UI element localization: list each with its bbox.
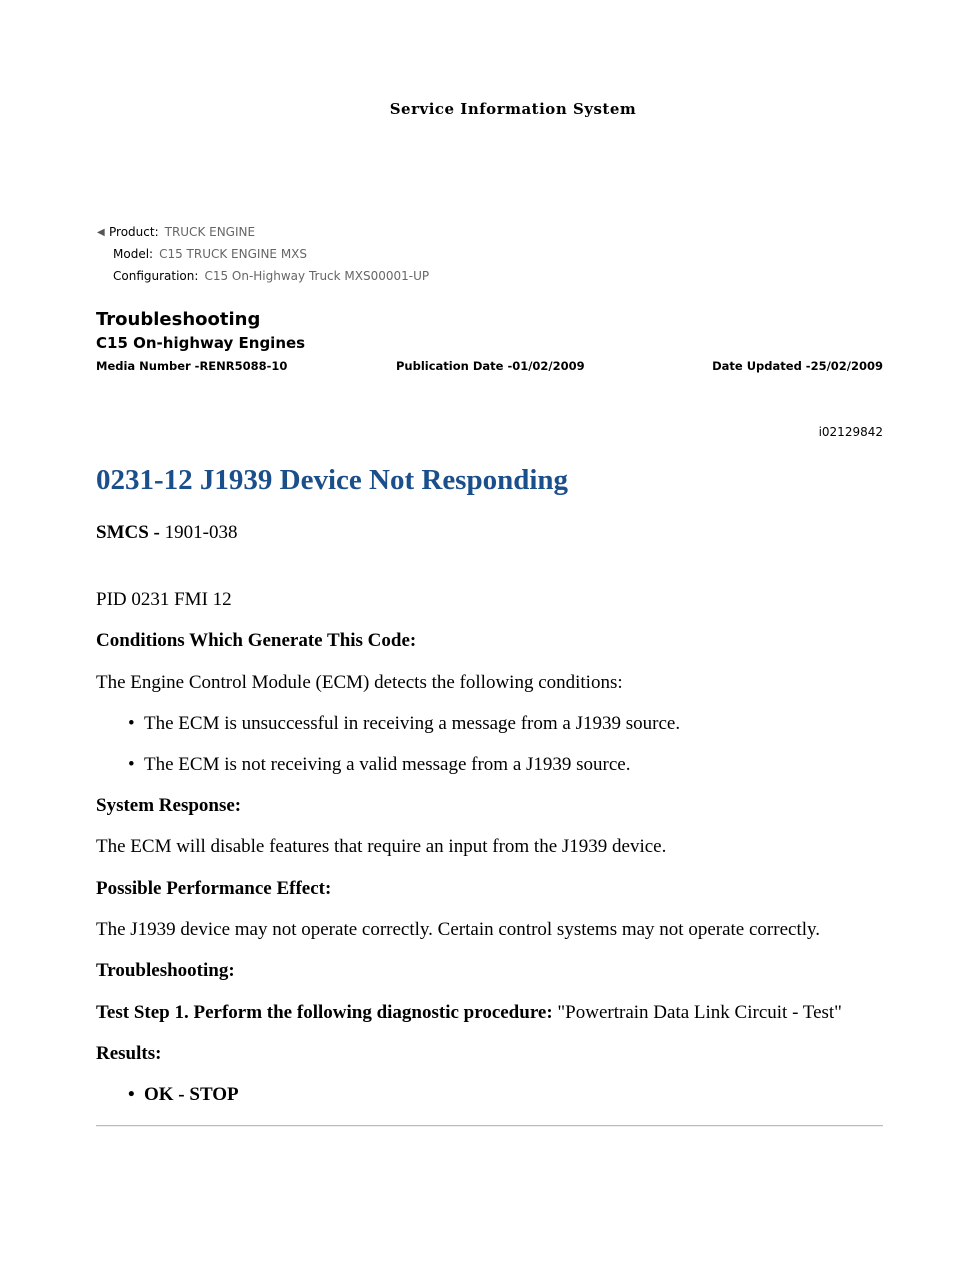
configuration-row [97, 267, 429, 289]
document-title: Troubleshooting [96, 309, 261, 330]
smcs-label: SMCS - [96, 522, 165, 543]
response-text: The ECM will disable features that require an input from the J1939 device. [96, 836, 667, 857]
list-item [128, 713, 680, 735]
configuration-label: Configuration: [113, 269, 199, 283]
system-title: Service Information System [389, 100, 637, 118]
smcs-line [96, 522, 237, 544]
document-id: i02129842 [818, 425, 883, 439]
test-step-1 [96, 1002, 842, 1024]
product-row [97, 223, 429, 245]
product-meta [97, 223, 429, 289]
effect-text: The J1939 device may not operate correctly. Certain control systems may not operate correctly. [96, 919, 821, 940]
result-text: OK - STOP [144, 1084, 239, 1105]
list-item [128, 754, 631, 776]
media-number: Media Number -RENR5088-10 [96, 359, 288, 373]
bullet-icon: • [128, 1084, 135, 1105]
product-value: TRUCK ENGINE [164, 225, 256, 239]
troubleshooting-heading: Troubleshooting: [96, 960, 235, 981]
conditions-intro: The Engine Control Module (ECM) detects the following conditions: [96, 672, 623, 693]
model-row [97, 245, 429, 267]
list-item [128, 1084, 239, 1106]
bullet-icon: • [128, 754, 135, 775]
test-step-1-label: Test Step 1. Perform the following diagnostic procedure: [96, 1002, 553, 1023]
condition-text: The ECM is not receiving a valid message from a J1939 source. [144, 754, 631, 775]
conditions-heading: Conditions Which Generate This Code: [96, 630, 417, 651]
pid-line: PID 0231 FMI 12 [96, 589, 232, 610]
response-heading: System Response: [96, 795, 242, 816]
effect-heading: Possible Performance Effect: [96, 878, 332, 899]
bullet-icon: • [128, 713, 135, 734]
bottom-divider [96, 1125, 883, 1127]
smcs-value: 1901-038 [164, 522, 238, 543]
model-value: C15 TRUCK ENGINE MXS [159, 247, 308, 261]
model-label: Model: [113, 247, 154, 261]
test-step-1-link[interactable]: "Powertrain Data Link Circuit - Test" [552, 1002, 842, 1023]
condition-text: The ECM is unsuccessful in receiving a message from a J1939 source. [144, 713, 681, 734]
results-heading: Results: [96, 1043, 162, 1064]
document-subtitle: C15 On-highway Engines [96, 334, 306, 352]
date-updated: Date Updated -25/02/2009 [712, 359, 883, 373]
publication-date: Publication Date -01/02/2009 [396, 359, 585, 373]
back-arrow-icon[interactable]: ◀ [97, 227, 105, 238]
product-label: Product: [109, 225, 159, 239]
article-title: 0231-12 J1939 Device Not Responding [96, 464, 569, 496]
configuration-value: C15 On-Highway Truck MXS00001-UP [204, 269, 430, 283]
